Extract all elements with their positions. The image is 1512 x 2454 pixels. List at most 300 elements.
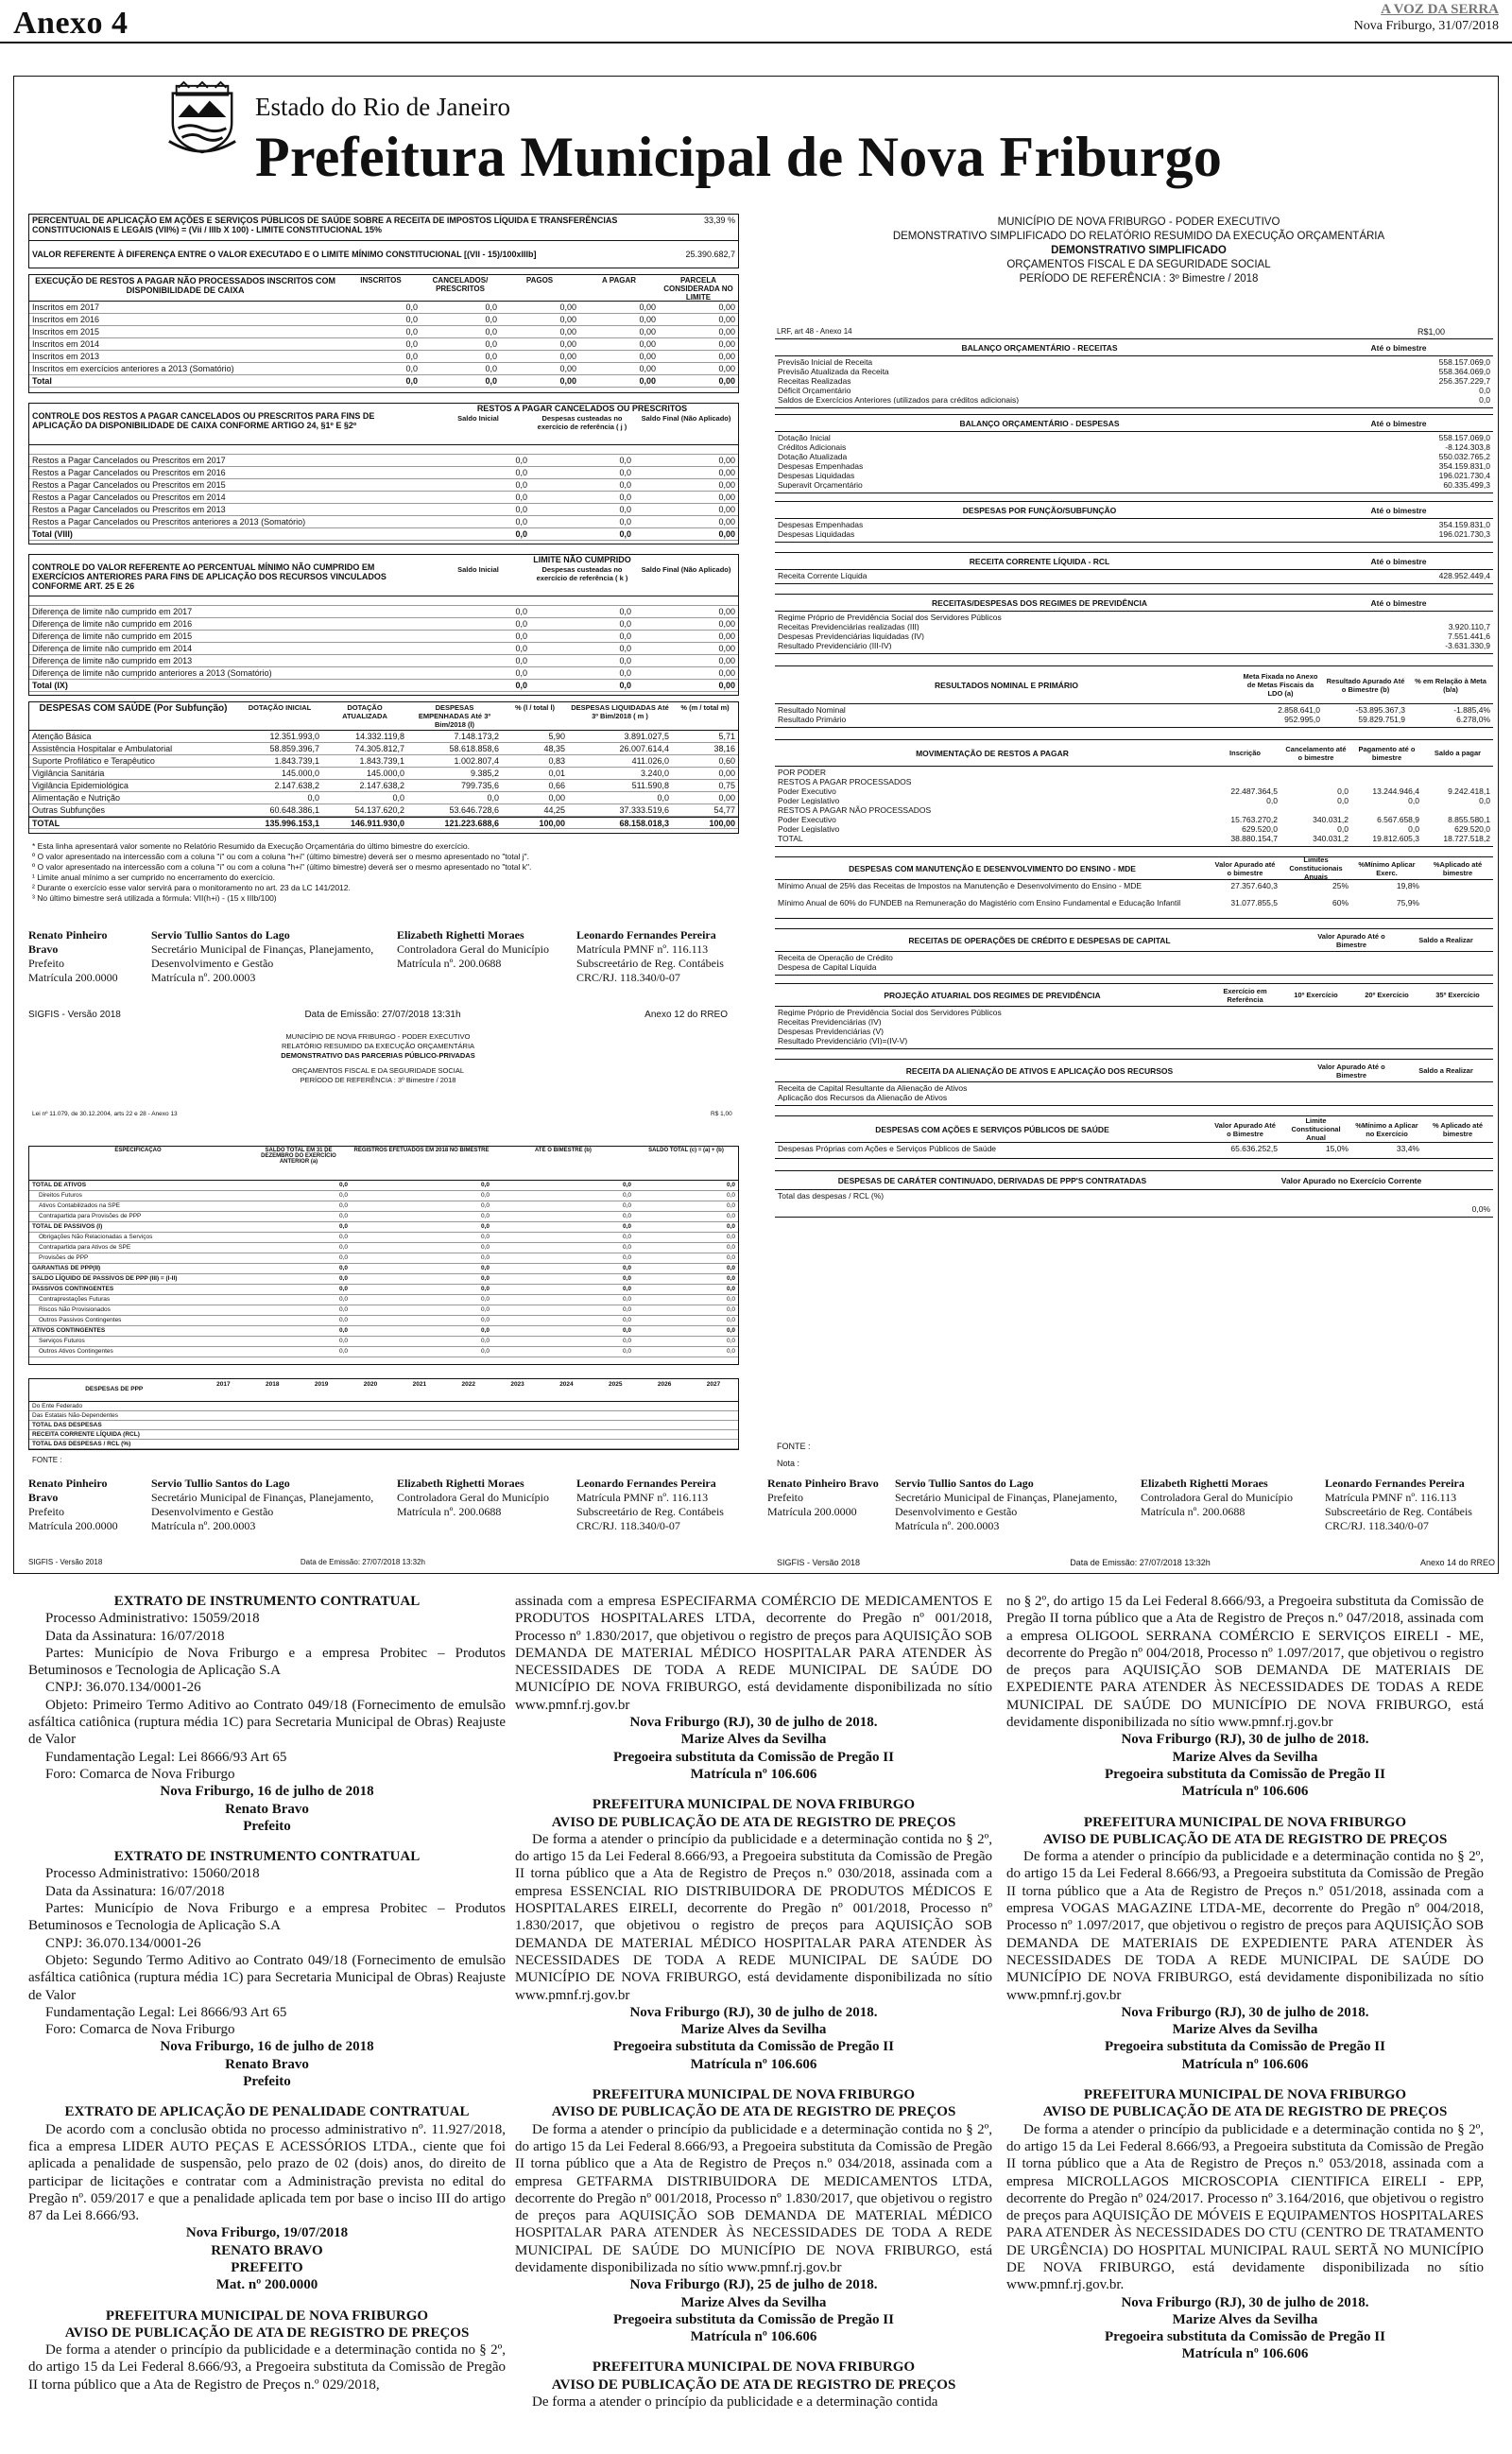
- table-row: [775, 479, 1493, 489]
- row-value: 0,0: [619, 456, 631, 465]
- row-label: Despesas Empenhadas: [778, 461, 864, 470]
- ppp-lei: Lei nº 11.079, de 30.12.2004, arts 22 e 28 - Anexo 13: [32, 1111, 178, 1117]
- column-heading: Matrícula nº 106.606: [690, 2056, 817, 2072]
- row-value: 38,16: [713, 744, 735, 753]
- table-row: [775, 394, 1493, 404]
- table-row: [775, 833, 1493, 842]
- row-label: Outras Subfunções: [32, 805, 106, 815]
- row-label: Poder Executivo: [778, 815, 836, 823]
- column-heading: Renato Bravo: [225, 2056, 309, 2072]
- row-label: Total (VIII): [32, 529, 73, 539]
- footer-anexo14: [777, 1558, 1495, 1567]
- row-value: [395, 1411, 444, 1420]
- ppp-header-row: [775, 1171, 1493, 1190]
- table-row: [29, 326, 738, 338]
- signature-line: Prefeito: [28, 1505, 64, 1518]
- controle1-group-label: RESTOS A PAGAR CANCELADOS OU PRESCRITOS: [476, 404, 688, 413]
- saude-col-header: % (l / total l): [514, 703, 556, 712]
- movrestos-block: [775, 739, 1493, 847]
- footer14-version: SIGFIS - Versão 2018: [777, 1558, 861, 1567]
- table-row: [29, 1421, 738, 1430]
- table-row: [775, 776, 1493, 786]
- column-spacer: [28, 2294, 506, 2307]
- newspaper-name: A VOZ DA SERRA: [1381, 2, 1499, 17]
- row-value: 54.137.620,2: [354, 805, 404, 815]
- signature-line: Secretário Municipal de Finanças, Planejamento,: [895, 1491, 1118, 1504]
- ppp-balance-table: [28, 1146, 739, 1365]
- signature-line: Secretário Municipal de Finanças, Planejamento,: [151, 1491, 374, 1504]
- row-value: 74.305.812,7: [354, 744, 404, 753]
- row-value: 0,00: [718, 631, 735, 641]
- signature-block: [151, 928, 397, 999]
- receitas-block: [775, 338, 1493, 408]
- row-value: 0,0: [338, 1192, 348, 1199]
- row-label: Diferença de limite não cumprido em 2017: [32, 607, 193, 616]
- footer-ppp-date: Data de Emissão: 27/07/2018 13:32h: [300, 1558, 425, 1566]
- table-row: [29, 618, 738, 631]
- table-row: [775, 952, 1493, 961]
- row-value: [542, 1440, 592, 1448]
- row-label: Despesas Previdenciárias liquidadas (IV): [778, 631, 924, 640]
- row-label: PASSIVOS CONTINGENTES: [32, 1286, 114, 1292]
- projecao-col-header: 10º Exercício: [1294, 991, 1338, 999]
- row-value: 0,00: [718, 517, 735, 527]
- saude-col-header: DESPESAS LIQUIDADAS Até 3º Bim/2018 ( m ): [571, 703, 669, 720]
- ppp-title-2: RELATÓRIO RESUMIDO DA EXECUÇÃO ORÇAMENTÁRIA: [281, 1042, 475, 1050]
- row-value: 0,0: [619, 607, 631, 616]
- row-value: 0,0: [338, 1182, 348, 1188]
- row-value: [493, 1421, 542, 1429]
- table-row: [775, 1007, 1493, 1016]
- row-label: Do Ente Federado: [32, 1403, 83, 1409]
- row-label: Serviços Futuros: [39, 1338, 85, 1344]
- anexo14-title-1: MUNICÍPIO DE NOVA FRIBURGO - PODER EXECUTIVO: [997, 216, 1280, 228]
- saude-col-header: % Aplicado até bimestre: [1432, 1120, 1484, 1138]
- column-heading: Marize Alves da Sevilha: [680, 2022, 827, 2038]
- row-value: 0,0: [622, 1286, 631, 1292]
- signature-line: Prefeito: [28, 957, 64, 970]
- row-value: [591, 1421, 640, 1429]
- row-value: 0,0: [726, 1296, 735, 1303]
- row-value: 18.727.518,2: [1443, 834, 1490, 842]
- row-label: Receita Corrente Líquida: [778, 571, 868, 579]
- column-paragraph: Data da Assinatura: 16/07/2018: [45, 1883, 225, 1899]
- row-value: 0,00: [718, 607, 735, 616]
- row-value: 0,0: [619, 505, 631, 514]
- column-heading: Nova Friburgo, 16 de julho de 2018: [160, 2039, 374, 2055]
- row-value: 0,0: [1408, 796, 1419, 804]
- movrestos-col-header: Pagamento até o bimestre: [1358, 744, 1416, 762]
- row-value: [395, 1440, 444, 1448]
- signature-line: Prefeito: [767, 1491, 803, 1504]
- table-row: [29, 1295, 738, 1305]
- row-value: 0,0: [726, 1223, 735, 1230]
- spacer-row: [29, 596, 738, 606]
- row-value: [395, 1402, 444, 1410]
- column-spacer: [515, 2345, 992, 2359]
- row-value: 6.567.658,9: [1377, 815, 1419, 823]
- row-value: 37.333.519,6: [619, 805, 669, 815]
- controle1-header-row: [29, 404, 738, 445]
- row-value: 0,0: [619, 631, 631, 641]
- footer-ppp: [28, 1558, 425, 1566]
- table-row: [29, 1305, 738, 1316]
- despesas-col-header: Até o bimestre: [1370, 418, 1427, 428]
- signature-line: Matrícula 200.0000: [28, 971, 118, 984]
- row-value: 0,00: [718, 668, 735, 678]
- row-label: TOTAL DE ATIVOS: [32, 1182, 87, 1188]
- column-heading: Renato Bravo: [225, 1801, 309, 1817]
- row-value: 0,0: [405, 315, 418, 324]
- row-label: Receita de Capital Resultante da Alienação de Ativos: [778, 1083, 968, 1092]
- row-value: -53.895.367,3: [1355, 705, 1405, 714]
- resultados-col-header: Meta Fixada no Anexo de Metas Fiscais da LDO (a): [1243, 672, 1318, 698]
- signature-line: [397, 1519, 563, 1533]
- receitas-col-header: Até o bimestre: [1370, 342, 1427, 353]
- table-row: [29, 504, 738, 516]
- row-value: -1.885,4%: [1453, 705, 1490, 714]
- controle2-col-header: Despesas custeadas no exercício de referência ( k ): [536, 565, 628, 582]
- signature-block: [397, 928, 576, 999]
- table-row: [29, 516, 738, 528]
- row-value: 354.159.831,0: [1438, 461, 1490, 470]
- ppp-expenses-table: [28, 1378, 739, 1450]
- row-value: [1304, 612, 1493, 621]
- row-value: 0,0: [726, 1213, 735, 1219]
- row-label: SALDO LÍQUIDO DE PASSIVOS DE PPP (III) = (I-II): [32, 1275, 178, 1282]
- column-heading: PREFEITURA MUNICIPAL DE NOVA FRIBURGO: [1083, 1814, 1407, 1830]
- row-value: [198, 1440, 248, 1448]
- row-value: 0,0: [487, 793, 499, 803]
- row-label: Dotação Atualizada: [778, 452, 848, 460]
- alienacao-col-header: Valor Apurado Até o Bimestre: [1317, 1062, 1385, 1080]
- signature-block: [576, 928, 742, 999]
- row-value: 7.148.173,2: [454, 732, 499, 741]
- row-value: 196.021.730,3: [1438, 529, 1490, 538]
- row-label: Contrapartida para Provisões de PPP: [39, 1213, 142, 1219]
- column-spacer: [1006, 1801, 1484, 1814]
- table-row: [775, 432, 1493, 441]
- controle2-group-block: [426, 555, 738, 596]
- column-heading: Pregoeira substituta da Comissão de Pregão II: [613, 2311, 894, 2327]
- signature-line: Controladora Geral do Município: [1141, 1491, 1293, 1504]
- controle-limite-table: [28, 554, 739, 696]
- restos-col-header: CANCELADOS/ PRESCRITOS: [432, 276, 489, 293]
- ppp-year: 2023: [510, 1381, 524, 1388]
- controle1-group-block: [426, 404, 738, 444]
- row-value: 0,00: [639, 315, 656, 324]
- row-value: 0,0: [622, 1192, 631, 1199]
- resultados-col-header: Resultado Apurado Até o Bimestre (b): [1326, 676, 1405, 694]
- ppp-fonte: FONTE :: [32, 1456, 62, 1464]
- column-paragraph: De acordo com a conclusão obtida no processo administrativo nº. 11.927/2018, fica a empresa LIDER AUTO PEÇAS E ACESSÓRIOS LTDA., ciente que foi aplicada a penalidade de suspensão, pelo prazo de 02 (dois) anos, do direito de participar de licitações e contratar com a Administração prevista no edital do Pregão nº. 059/2017 e que a penalidade aplicada tem por base o inciso III do artigo 87 da Lei 8.666/93.: [28, 2121, 506, 2224]
- row-value: 0,0: [485, 352, 497, 361]
- row-value: [444, 1421, 493, 1429]
- signature-line: CRC/RJ. 118.340/0-07: [576, 1519, 680, 1532]
- column-paragraph: De forma a atender o princípio da publicidade e a determinação contida no § 2º, do artigo 15 da Lei Federal 8.666/93, a Pregoeira substituta da Comissão de Pregão II torna público que a Ata de Registro de Preços n.º 053/2018, assinada com a empresa MICROLLAGOS MICROSCOPIA CIENTIFICA EIRELI - EPP, decorrente do Pregão nº 024/2017. Processo nº 3.164/2016, que objetivou o registro de preços para AQUISIÇÃO DE MÓVEIS E EQUIPAMENTOS HOSPITALARES PARA ATENDER ÀS NECESSIDADES DO CTU (CENTRO DE TRATAMENTO DE URGÊNCIA) DO HOSPITAL MUNICIPAL RAUL SERTÃ NO MUNICÍPIO DE NOVA FRIBURGO, está devidamente disponibilizada no sítio www.pmnf.rj.gov.br.: [1006, 2121, 1484, 2293]
- table-row: [29, 492, 738, 504]
- row-label: Inscritos em 2017: [32, 302, 100, 312]
- table-row: [29, 1326, 738, 1337]
- table-row: [29, 817, 738, 829]
- row-value: [297, 1430, 346, 1439]
- row-value: [493, 1440, 542, 1448]
- row-value: 0,0: [657, 793, 669, 803]
- signature-block: [1141, 1477, 1325, 1533]
- column-heading: Nova Friburgo (RJ), 25 de julho de 2018.: [629, 2277, 878, 2293]
- saude-header-row: [775, 1116, 1493, 1143]
- row-value: 58.859.396,7: [269, 744, 319, 753]
- anexo14-title-3: DEMONSTRATIVO SIMPLIFICADO: [1051, 245, 1227, 256]
- signature-line: Subscreetário de Reg. Contábeis: [1325, 1505, 1472, 1518]
- table-row: [29, 768, 738, 780]
- row-value: 0,0: [338, 1244, 348, 1251]
- table-row: [775, 1190, 1493, 1203]
- row-value: 0,0: [480, 1317, 490, 1323]
- row-value: [444, 1440, 493, 1448]
- row-value: 0,00: [548, 793, 565, 803]
- row-value: 0,0: [1408, 824, 1419, 833]
- row-value: [689, 1402, 738, 1410]
- row-value: 558.157.069,0: [1438, 357, 1490, 366]
- table-row: [29, 1253, 738, 1264]
- row-label: Restos a Pagar Cancelados ou Prescritos em 2016: [32, 468, 226, 477]
- row-value: 145.000,0: [281, 769, 319, 778]
- row-value: 9.242.418,1: [1448, 786, 1490, 795]
- row-value: 100,00: [539, 819, 565, 828]
- row-value: 0,00: [718, 480, 735, 490]
- row-value: [297, 1411, 346, 1420]
- row-value: [198, 1430, 248, 1439]
- restos-col-header: PARCELA CONSIDERADA NO LIMITE: [663, 276, 733, 301]
- column-heading: Pregoeira substituta da Comissão de Pregão II: [613, 2039, 894, 2055]
- column-heading: Prefeito: [243, 2074, 291, 2090]
- row-value: 12.351.993,0: [269, 732, 319, 741]
- signature-block: [767, 1477, 895, 1533]
- saude-col-header: Limite Constitucional Anual: [1291, 1116, 1341, 1142]
- saude-title: DESPESAS COM AÇÕES E SERVIÇOS PÚBLICOS DE SAÚDE: [875, 1124, 1109, 1134]
- column-heading: PREFEITO: [231, 2259, 303, 2275]
- row-label: Vigilância Epidemiológica: [32, 781, 129, 790]
- table-row: [29, 1411, 738, 1421]
- ppp-col-header: ATÉ O BIMESTRE (b): [535, 1148, 592, 1153]
- column-heading: Nova Friburgo, 16 de julho de 2018: [160, 1784, 374, 1800]
- row-value: 0,0: [515, 681, 527, 690]
- footer-date: Data de Emissão: 27/07/2018 13:31h: [304, 1010, 461, 1020]
- row-label: Despesas Próprias com Ações e Serviços Públicos de Saúde: [778, 1144, 997, 1153]
- spacer-row: [29, 445, 738, 455]
- row-value: [198, 1421, 248, 1429]
- signature-line: Subscreetário de Reg. Contábeis: [576, 957, 724, 970]
- row-value: 1.002.807,4: [454, 756, 499, 766]
- row-label: GARANTIAS DE PPP(II): [32, 1265, 101, 1271]
- table-row: [775, 880, 1493, 897]
- movrestos-header-row: [775, 740, 1493, 767]
- row-label: Das Estatais Não-Dependentes: [32, 1412, 119, 1419]
- saude-title: DESPESAS COM SAÚDE (Por Subfunção): [39, 703, 228, 714]
- row-label: Mínimo Anual de 60% do FUNDEB na Remuneração do Magistério com Ensino Fundamental e Educação Infantil: [778, 898, 1181, 907]
- row-value: [591, 1402, 640, 1410]
- signature-name: Leonardo Fernandes Pereira: [576, 928, 716, 942]
- row-value: 428.952.449,4: [1438, 571, 1490, 579]
- signature-line: Matrícula PMNF nº. 116.113: [576, 942, 709, 956]
- controle2-subcols: [426, 564, 738, 583]
- signature-line: Controladora Geral do Município: [397, 942, 549, 956]
- row-label: Resultado Primário: [778, 715, 847, 723]
- row-label: Diferença de limite não cumprido em 2014: [32, 644, 193, 653]
- saude-col-header: Valor Apurado Até o Bimestre: [1214, 1120, 1276, 1138]
- table-row: [775, 451, 1493, 460]
- row-value: 0,0: [338, 1348, 348, 1355]
- anexo14-title-4: ORÇAMENTOS FISCAL E DA SEGURIDADE SOCIAL: [1006, 259, 1271, 270]
- ppp-header-row: [29, 1147, 738, 1181]
- signature-line: Desenvolvimento e Gestão: [151, 957, 274, 970]
- row-label: Créditos Adicionais: [778, 442, 847, 451]
- row-value: 0,0: [405, 376, 418, 386]
- row-value: 0,0: [480, 1192, 490, 1199]
- column-heading: Nova Friburgo, 19/07/2018: [185, 2225, 349, 2241]
- rcl-title: RECEITA CORRENTE LÍQUIDA - RCL: [969, 556, 1110, 566]
- row-label: TOTAL DAS DESPESAS / RCL (%): [32, 1441, 131, 1447]
- row-value: 0,0: [338, 1254, 348, 1261]
- controle1-col-header: Saldo Final (Não Aplicado): [641, 414, 731, 423]
- row-value: [493, 1430, 542, 1439]
- row-value: 0,00: [559, 339, 576, 349]
- row-value: 0,0: [619, 619, 631, 629]
- lrf-label: LRF, art 48 - Anexo 14: [777, 327, 852, 336]
- row-label: TOTAL: [32, 819, 60, 828]
- table-row: [29, 680, 738, 692]
- row-value: 0,0: [338, 1327, 348, 1334]
- alienacao-title: RECEITA DA ALIENAÇÃO DE ATIVOS E APLICAÇÃO DOS RECURSOS: [905, 1065, 1174, 1076]
- projecao-title: PROJEÇÃO ATUARIAL DOS REGIMES DE PREVIDÊNCIA: [884, 990, 1101, 1000]
- table-row: [775, 767, 1493, 776]
- column-heading: Pregoeira substituta da Comissão de Pregão II: [1105, 2329, 1385, 2345]
- column-heading: PREFEITURA MUNICIPAL DE NOVA FRIBURGO: [592, 2087, 916, 2103]
- row-label: Contrapartida para Ativos de SPE: [39, 1244, 131, 1251]
- ppp-year: 2027: [706, 1381, 721, 1388]
- column-paragraph: De forma a atender o princípio da publicidade e a determinação contida no § 2º, do artigo 15 da Lei Federal 8.666/93, a Pregoeira substituta da Comissão de Pregão II torna público que a Ata de Registro de Preços n.º 051/2018, assinada com a empresa VOGAS MAGAZINE LTDA-ME, decorrente do Pregão nº 004/2018, Processo nº 1.097/2017, que objetivou o registro de preços para AQUISIÇÃO SOB DEMANDA DE MATERIAIS DE EXPEDIENTE PARA ATENDER ÀS NECESSIDADES DE TODA A REDE MUNICIPAL DE SAÚDE DO MUNICÍPIO DE NOVA FRIBURGO, está devidamente disponibilizada no sítio www.pmnf.rj.gov.br: [1006, 1849, 1484, 2003]
- row-value: 0,0: [515, 517, 527, 527]
- signature-line: Matrícula PMNF nº. 116.113: [1325, 1491, 1457, 1504]
- column-paragraph: Partes: Município de Nova Friburgo e a empresa Probitec – Produtos Betuminosos e Tecnologia de Aplicação S.A: [28, 1645, 506, 1679]
- row-value: 44,25: [543, 805, 565, 815]
- table-row: [775, 366, 1493, 375]
- table-row: [775, 897, 1493, 914]
- row-value: [248, 1402, 297, 1410]
- row-value: 0,0: [622, 1265, 631, 1271]
- table-row: [775, 612, 1493, 621]
- controle2-title: CONTROLE DO VALOR REFERENTE AO PERCENTUAL MÍNIMO NÃO CUMPRIDO EM EXERCÍCIOS ANTERIORES PARA FINS DE APLICAÇÃO DOS RECURSOS VINCULADOS CONFORME ART. 25 E 26: [32, 562, 387, 591]
- ppp-desp-header-row: [29, 1379, 738, 1402]
- row-value: 0,0: [515, 505, 527, 514]
- column-heading: Prefeito: [243, 1818, 291, 1834]
- row-value: [640, 1411, 689, 1420]
- ppp-title-5: PERÍODO DE REFERÊNCIA : 3º Bimestre / 2018: [300, 1076, 456, 1084]
- table-row: [775, 704, 1493, 714]
- signature-line: [28, 1533, 138, 1547]
- row-value: 799.735,6: [460, 781, 499, 790]
- row-value: 0,0: [619, 529, 631, 539]
- row-value: 0,0: [726, 1182, 735, 1188]
- row-value: [248, 1440, 297, 1448]
- table-row: [29, 1181, 738, 1191]
- row-value: 0,0: [485, 339, 497, 349]
- row-value: 0,83: [548, 756, 565, 766]
- row-value: [395, 1421, 444, 1429]
- signatures-left: [28, 928, 747, 999]
- table-row: [29, 804, 738, 817]
- row-value: 0,0: [405, 327, 418, 337]
- row-value: 0,00: [718, 468, 735, 477]
- health-diff-label: VALOR REFERENTE À DIFERENÇA ENTRE O VALOR EXECUTADO E O LIMITE MÍNIMO CONSTITUCIONAL [(VII - 15)/100xIIIb]: [32, 250, 537, 259]
- signature-line: Subscreetário de Reg. Contábeis: [576, 1505, 724, 1518]
- row-value: 13.244.946,4: [1372, 786, 1419, 795]
- table-row: [775, 823, 1493, 833]
- signature-name: Elizabeth Righetti Moraes: [397, 928, 524, 942]
- row-value: 0,0: [338, 1223, 348, 1230]
- signature-line: [1141, 1519, 1312, 1533]
- row-label: Previsão Inicial de Receita: [778, 357, 873, 366]
- alienacao-header-row: [775, 1060, 1493, 1082]
- table-row: [29, 643, 738, 655]
- row-value: 3.920.110,7: [1448, 622, 1490, 631]
- signature-line: Controladora Geral do Município: [397, 1491, 549, 1504]
- row-label: Total (IX): [32, 681, 68, 690]
- row-value: 0,0: [1337, 824, 1349, 833]
- row-label: TOTAL: [778, 834, 803, 842]
- row-value: 19.812.605,3: [1372, 834, 1419, 842]
- row-value: [198, 1411, 248, 1420]
- row-label: Atenção Básica: [32, 732, 92, 741]
- controle1-col-header: Saldo Inicial: [457, 414, 499, 423]
- table-row: [775, 375, 1493, 385]
- column-spacer: [515, 2073, 992, 2086]
- note-line: * Esta linha apresentará valor somente no Relatório Resumido da Execução Orçamentária do último bimestre do exercício.: [32, 841, 471, 851]
- table-row: [29, 606, 738, 618]
- row-label: Saldos de Exercícios Anteriores (utilizados para créditos adicionais): [778, 395, 1020, 404]
- signature-name: Renato Pinheiro Bravo: [767, 1477, 879, 1490]
- row-value: 48,35: [543, 744, 565, 753]
- row-value: 0,0: [405, 364, 418, 373]
- ppp-desp-title: DESPESAS DE PPP: [85, 1386, 144, 1392]
- table-row: [775, 961, 1493, 971]
- ppp-col-header: SALDO TOTAL (c) = (a) + (b): [648, 1148, 724, 1153]
- row-label: Déficit Orçamentário: [778, 386, 851, 394]
- row-value: 0,0: [726, 1265, 735, 1271]
- movrestos-col-header: Cancelamento até o bimestre: [1285, 744, 1347, 762]
- row-value: 0,0: [726, 1348, 735, 1355]
- row-value: 68.158.018,3: [619, 819, 669, 828]
- column-paragraph: assinada com a empresa ESPECIFARMA COMÉRCIO DE MEDICAMENTOS E PRODUTOS HOSPITALARES LTDA, decorrente do Pregão nº 001/2018, Processo nº 1.830/2017, que objetivou o registro de preços para AQUISIÇÃO SOB DEMANDA DE MATERIAL MÉDICO HOSPITALAR PARA ATENDER ÀS NECESSIDADES DE TODA A REDE MUNICIPAL DE SAÚDE DO MUNICÍPIO DE NOVA FRIBURGO, está devidamente disponibilizada no sítio www.pmnf.rj.gov.br: [515, 1594, 992, 1713]
- signature-line: Matrícula nº. 200.0688: [397, 1505, 502, 1518]
- column-heading: EXTRATO DE INSTRUMENTO CONTRATUAL: [113, 1594, 421, 1609]
- signature-block: [895, 1477, 1141, 1533]
- saude-header-row: [29, 702, 738, 731]
- column-heading: Pregoeira substituta da Comissão de Pregão II: [613, 1749, 894, 1765]
- footer14-anexo: Anexo 14 do RREO: [1419, 1558, 1495, 1567]
- ppp-title-4: ORÇAMENTOS FISCAL E DA SEGURIDADE SOCIAL: [291, 1066, 465, 1075]
- table-row: [775, 470, 1493, 479]
- row-value: [689, 1421, 738, 1429]
- table-row: [29, 1347, 738, 1357]
- table-row: [29, 528, 738, 541]
- row-value: 0,00: [559, 327, 576, 337]
- footer-anexo: Anexo 12 do RREO: [644, 1010, 728, 1020]
- signature-name: Leonardo Fernandes Pereira: [1325, 1477, 1465, 1490]
- row-value: 27.357.640,3: [1230, 881, 1278, 890]
- row-value: 0,0: [1479, 386, 1490, 394]
